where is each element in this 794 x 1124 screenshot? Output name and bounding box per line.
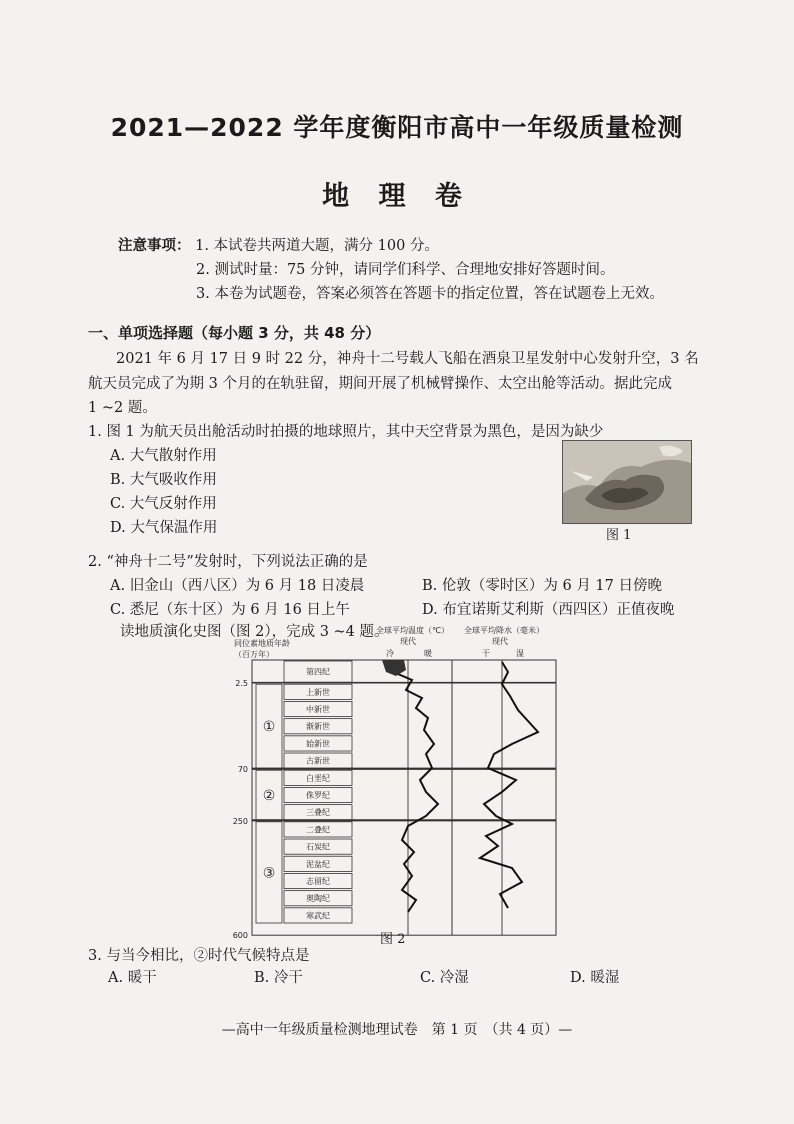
notice-item-2: 2. 测试时量：75 分钟，请同学们科学、合理地安排好答题时间。 — [196, 262, 615, 278]
page-footer: —高中一年级质量检测地理试卷 第 1 页 （共 4 页）— — [221, 1022, 573, 1038]
earth-photo — [562, 440, 692, 524]
period-label: 上新世 — [306, 687, 330, 697]
q1-option-d: D. 大气保温作用 — [110, 520, 218, 536]
temp-now-label: 现代 — [400, 637, 416, 646]
q2-option-b: B. 伦敦（零时区）为 6 月 17 日傍晚 — [422, 578, 662, 594]
period-label: 志留纪 — [306, 877, 330, 887]
era-label: ② — [262, 788, 276, 805]
exam-title: 2021—2022 学年度衡阳市高中一年级质量检测 — [110, 113, 684, 142]
period-label: 泥盆纪 — [306, 859, 330, 869]
figure-1-caption: 图 1 — [606, 528, 632, 543]
period-label: 第四纪 — [306, 667, 330, 677]
period-label: 中新世 — [306, 705, 330, 715]
q1-option-c: C. 大气反射作用 — [110, 496, 217, 512]
age-tick-label: 70 — [237, 765, 248, 775]
period-label: 寒武纪 — [306, 911, 330, 921]
q3-option-d: D. 暖湿 — [570, 970, 620, 986]
figure-2-instruction: 读地质演化史图（图 2），完成 3 ~4 题。 — [120, 624, 389, 640]
period-label: 渐新世 — [306, 722, 330, 732]
precip-now-label: 现代 — [492, 637, 508, 646]
exam-subtitle: 地 理 卷 — [322, 181, 472, 212]
period-label: 石炭纪 — [306, 842, 330, 852]
period-label: 古新世 — [306, 756, 330, 766]
period-label: 奥陶纪 — [306, 894, 330, 904]
precipitation-curve — [480, 662, 538, 908]
period-label: 三叠纪 — [306, 808, 330, 818]
period-label: 侏罗纪 — [306, 791, 330, 801]
q3-option-b: B. 冷干 — [254, 970, 303, 986]
precip-wet-label: 湿 — [516, 649, 524, 658]
q1-option-b: B. 大气吸收作用 — [110, 472, 217, 488]
q2-option-d: D. 布宜诺斯艾利斯（西四区）正值夜晚 — [422, 602, 675, 618]
temp-axis-title: 全球平均温度（℃） — [376, 626, 449, 635]
age-tick-label: 2.5 — [235, 679, 248, 689]
age-axis-title-1: 同位素地质年龄 — [234, 639, 290, 648]
period-label: 始新世 — [306, 739, 330, 749]
q1-stem: 1. 图 1 为航天员出舱活动时拍摄的地球照片，其中天空背景为黑色，是因为缺少 — [88, 424, 604, 440]
intro-line-1: 2021 年 6 月 17 日 9 时 22 分，神舟十二号载人飞船在酒泉卫星发射中心发射升空，3 名 — [116, 351, 699, 367]
section-heading: 一、单项选择题（每小题 3 分，共 48 分） — [88, 324, 381, 342]
precip-dry-label: 干 — [482, 649, 490, 658]
notice-block — [118, 234, 439, 255]
temp-warm-label: 暖 — [424, 649, 432, 658]
q2-option-c: C. 悉尼（东十区）为 6 月 16 日上午 — [110, 602, 350, 618]
period-label: 白垩纪 — [306, 773, 330, 783]
age-tick-label: 600 — [232, 931, 248, 941]
temperature-curve — [386, 662, 438, 912]
era-label: ① — [262, 719, 276, 736]
q3-option-a: A. 暖干 — [108, 970, 157, 986]
precip-axis-title: 全球平均降水（毫米） — [464, 626, 544, 635]
q1-option-a: A. 大气散射作用 — [110, 448, 217, 464]
quaternary-cold-mark — [382, 660, 406, 676]
q3-stem: 3. 与当今相比，②时代气候特点是 — [88, 948, 310, 964]
notice-item-1: 1. 本试卷共两道大题，满分 100 分。 — [195, 238, 439, 254]
intro-line-3: 1 ~2 题。 — [88, 400, 157, 416]
temp-cold-label: 冷 — [386, 649, 394, 658]
q2-stem: 2. “神舟十二号”发射时，下列说法正确的是 — [88, 554, 368, 570]
figure-2-caption: 图 2 — [380, 932, 406, 947]
q2-option-a: A. 旧金山（西八区）为 6 月 18 日凌晨 — [110, 578, 365, 594]
age-axis-title-2: （百万年） — [234, 650, 274, 659]
q3-option-c: C. 冷湿 — [420, 970, 469, 986]
era-label: ③ — [262, 865, 276, 882]
notice-label: 注意事项： — [118, 238, 191, 254]
intro-line-2: 航天员完成了为期 3 个月的在轨驻留，期间开展了机械臂操作、太空出舱等活动。据此完成 — [88, 376, 672, 392]
period-label: 二叠纪 — [306, 825, 330, 835]
age-tick-label: 250 — [232, 816, 248, 826]
notice-item-3: 3. 本卷为试题卷，答案必须答在答题卡的指定位置，答在试题卷上无效。 — [196, 286, 664, 302]
